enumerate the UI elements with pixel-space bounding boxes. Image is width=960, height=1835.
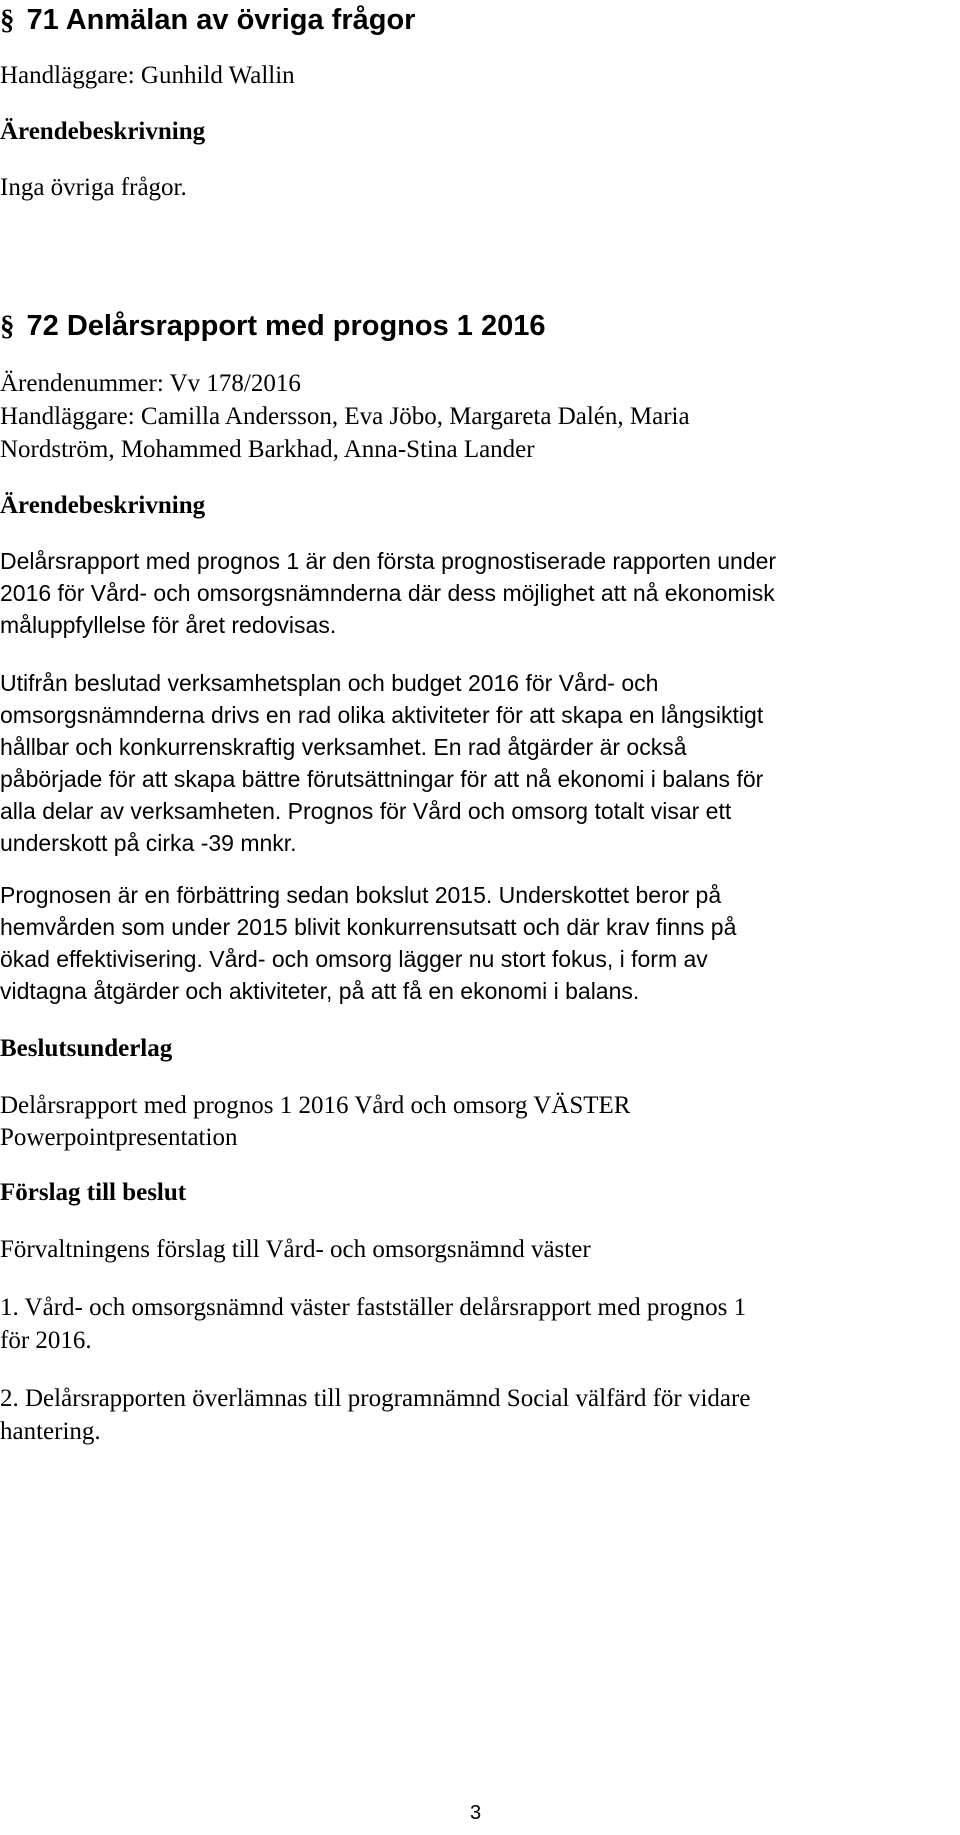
paragraph-line: 2016 för Vård- och omsorgsnämnderna där dess möjlighet att nå ekonomisk [0, 580, 775, 606]
section-symbol: § [0, 4, 15, 36]
heading-72 [0, 308, 545, 344]
paragraph-line: underskott på cirka -39 mnkr. [0, 830, 297, 856]
arendenummer: Ärendenummer: Vv 178/2016 [0, 370, 301, 397]
heading-71-text: 71 Anmälan av övriga frågor [26, 4, 416, 36]
arendebeskrivning-heading-71: Ärendebeskrivning [0, 118, 206, 145]
paragraph-line: Prognosen är en förbättring sedan bokslut 2015. Underskottet beror på [0, 882, 722, 908]
paragraph-line: vidtagna åtgärder och aktiviteter, på att få en ekonomi i balans. [0, 978, 640, 1004]
paragraph-line: alla delar av verksamheten. Prognos för Vård och omsorg totalt visar ett [0, 798, 732, 824]
section-symbol: § [0, 310, 15, 342]
beslutsunderlag-line: Powerpointpresentation [0, 1124, 238, 1151]
decision-point-1-line: för 2016. [0, 1327, 92, 1354]
beslutsunderlag-heading: Beslutsunderlag [0, 1035, 173, 1062]
forslag-heading: Förslag till beslut [0, 1179, 187, 1206]
paragraph-line: ökad effektivisering. Vård- och omsorg lägger nu stort fokus, i form av [0, 946, 708, 972]
arendebeskrivning-heading-72: Ärendebeskrivning [0, 492, 206, 519]
handlaggare-72-line: Handläggare: Camilla Andersson, Eva Jöbo, Margareta Dalén, Maria [0, 403, 690, 430]
heading-71 [0, 2, 415, 38]
arendebeskrivning-71: Inga övriga frågor. [0, 174, 187, 201]
decision-point-1-line: 1. Vård- och omsorgsnämnd väster fastställer delårsrapport med prognos 1 [0, 1294, 747, 1321]
decision-point-2-line: hantering. [0, 1418, 101, 1445]
handlaggare-71: Handläggare: Gunhild Wallin [0, 62, 295, 89]
paragraph-line: hemvården som under 2015 blivit konkurrensutsatt och där krav finns på [0, 914, 737, 940]
heading-72-text: 72 Delårsrapport med prognos 1 2016 [26, 310, 546, 342]
decision-point-2-line: 2. Delårsrapporten överlämnas till programnämnd Social välfärd för vidare [0, 1385, 751, 1412]
page-number: 3 [470, 1802, 482, 1824]
paragraph-line: måluppfyllelse för året redovisas. [0, 612, 337, 638]
forslag-intro: Förvaltningens förslag till Vård- och omsorgsnämnd väster [0, 1236, 591, 1263]
handlaggare-72-line: Nordström, Mohammed Barkhad, Anna-Stina Lander [0, 436, 535, 463]
beslutsunderlag-line: Delårsrapport med prognos 1 2016 Vård och omsorg VÄSTER [0, 1092, 631, 1119]
paragraph-line: Utifrån beslutad verksamhetsplan och budget 2016 för Vård- och [0, 670, 659, 696]
paragraph-line: omsorgsnämnderna drivs en rad olika aktiviteter för att skapa en långsiktigt [0, 702, 764, 728]
paragraph-line: påbörjade för att skapa bättre förutsättningar för att nå ekonomi i balans för [0, 766, 764, 792]
paragraph-line: Delårsrapport med prognos 1 är den första prognostiserade rapporten under [0, 548, 777, 574]
paragraph-line: hållbar och konkurrenskraftig verksamhet. En rad åtgärder är också [0, 734, 687, 760]
